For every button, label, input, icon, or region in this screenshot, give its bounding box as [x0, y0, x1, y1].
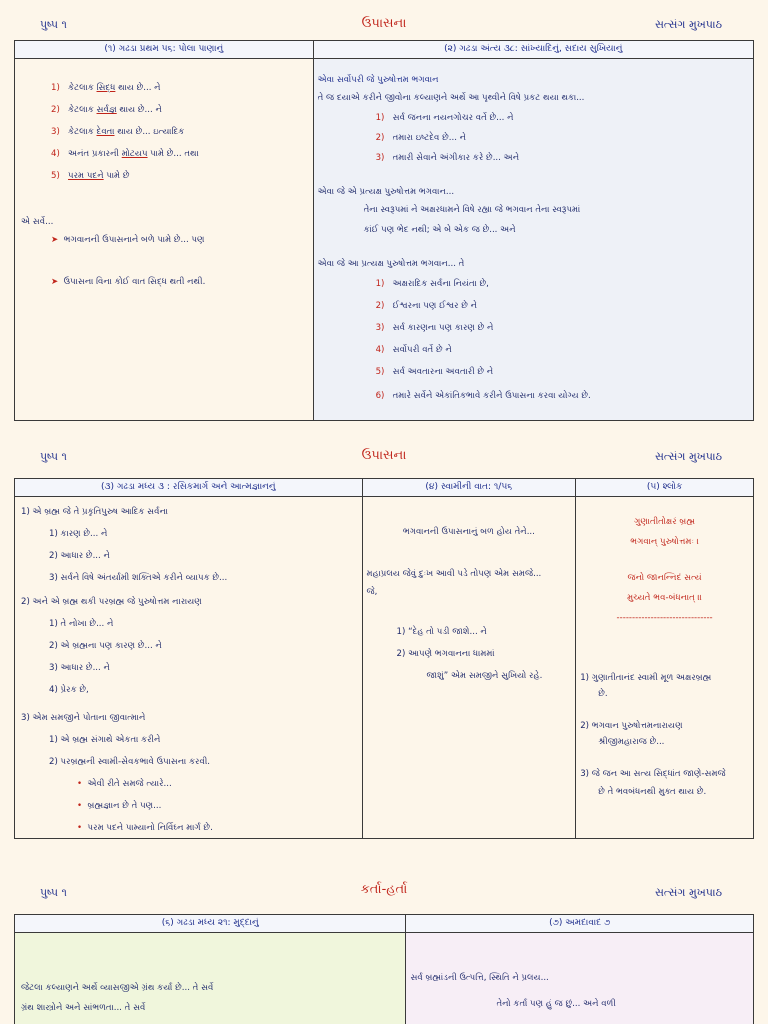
page2-col3-heading: (૫) શ્લોક — [576, 479, 754, 497]
p2c3-p2a: 2) ભગવાન પુરુષોત્તમનારાયણ — [580, 721, 683, 731]
page1-header — [0, 14, 768, 38]
p1c1-item-5: 5) પરમ પદને પામે છે — [51, 171, 130, 181]
p2c1-a2: 2) અને એ બ્રહ્મ થકી પરબ્રહ્મ જે પુરુષોત્તમ નારાયણ — [21, 597, 202, 607]
page2-table — [14, 478, 754, 839]
p1c2-list2-1: 1) અક્ષરાદિક સર્વના નિયંતા છે, — [375, 279, 489, 289]
p1c2-line-3: એવા જે એ પ્રત્યક્ષ પુરુષોત્તમ ભગવાન... — [317, 187, 455, 197]
p2c2-l6: જાશું” એમ સમજીને સુખિયો રહે. — [426, 671, 543, 681]
p1c2-list1-1: 1) સર્વ જનના નયનગોચર વર્તે છે... ને — [375, 113, 514, 123]
p2c3-p3a: 3) જે જન આ સત્ય સિદ્ધાંત જાણે-સમજે — [580, 769, 726, 779]
page2-col2 — [362, 497, 576, 839]
p1c1-item-1: 1) કેટલાક સિદ્ધ થાય છે... ને — [51, 83, 161, 93]
p2c2-l2: મહાપ્રલય જેવું દુઃખ આવી પડે તોપણ એમ સમજે... — [366, 569, 542, 579]
p1c2-list2-3: 3) સર્વ કારણના પણ કારણ છે ને — [375, 323, 494, 333]
p2c1-a2-sub3: 3) આધાર છે... ને — [49, 663, 110, 673]
p1c2-list2-5: 5) સર્વ અવતારના અવતારી છે ને — [375, 367, 494, 377]
p1c2-line-5: કાંઈ પણ ભેદ નથી; એ બે એક જ છે... અને — [363, 225, 516, 235]
p2c3-p1a: 1) ગુણાતીતાનંદ સ્વામી મૂળ અક્ષરબ્રહ્મ — [580, 673, 712, 683]
page3-col1-heading: (૬) ગઢડા મધ્ય ૨૧: મુદ્દાનું — [15, 915, 406, 933]
p2c1-a1-sub2: 2) આધાર છે... ને — [49, 551, 110, 561]
p2c1-a1-sub3: 3) સર્વને વિષે અંતર્યામી શક્તિએ કરીને વ્યાપક છે... — [49, 573, 228, 583]
page2-header-right: સત્સંગ મુખપાઠ — [655, 450, 722, 463]
page1-col1-heading: (૧) ગઢડા પ્રથમ ૫૬: પોલા પાણાનું — [15, 41, 314, 59]
p1c2-list2-2: 2) ઈશ્વરના પણ ઈશ્વર છે ને — [375, 301, 478, 311]
p2c3-p1b: છે. — [598, 689, 608, 699]
p1c2-list2-6: 6) તમારે સર્વેને એકાંતિકભાવે કરીને ઉપાસના કરવા યોગ્ય છે. — [375, 391, 591, 401]
p1c1-item-3: 3) કેટલાક દેવતા થાય છે... ઇત્યાદિક — [51, 127, 185, 137]
p2c1-bullet-3: • પરમ પદને પામ્યાનો નિર્વિઘ્ન માર્ગ છે. — [77, 823, 213, 833]
p3c1-l1: જેટલા કલ્યાણને અર્થે વ્યાસજીએ ગ્રંથ કર્યા છે... તે સર્વે — [21, 983, 214, 993]
p3c2-l2: તેનો કર્તા પણ હું જ છું... અને વળી — [496, 999, 616, 1009]
page2-header-left: પુષ્પ ૧ — [40, 450, 67, 463]
p2c3-s3: જનો જાનન્નિદં સત્યં — [627, 573, 702, 583]
p1c1-item-4: 4) અનંત પ્રકારની મોટયપ પામે છે... તથા — [51, 149, 199, 159]
p1c1-ae-sarve: એ સર્વે... — [21, 217, 54, 227]
p2c3-p3b: છે તે ભવબંધનથી મુક્ત થાય છે. — [598, 787, 707, 797]
p2c3-p2b: શ્રીજીમહારાજ છે... — [598, 737, 665, 747]
page3-col2 — [406, 933, 754, 1024]
p2c3-s2: ભગવાન્ પુરુષોત્તમઃ । — [630, 537, 699, 547]
p1c1-item-2: 2) કેટલાક સર્વજ્ઞ થાય છે... ને — [51, 105, 162, 115]
p2c2-l4: 1) “દેહ તો પડી જાશે... ને — [396, 627, 487, 637]
p1c2-line-2: તે જ દયાએ કરીને જીવોના કલ્યાણને અર્થે આ પૃથ્વીને વિષે પ્રકટ થયા થકા... — [317, 93, 585, 103]
p2c2-l3: જે, — [366, 587, 378, 597]
page1-header-right: સત્સંગ મુખપાઠ — [655, 18, 722, 31]
p2c1-a3-sub1: 1) એ બ્રહ્મ સંગાથે એકતા કરીને — [49, 735, 161, 745]
p1c2-line-6: એવા જે આ પ્રત્યક્ષ પુરુષોત્તમ ભગવાન... તે — [317, 259, 465, 269]
p1c2-line-4: તેના સ્વરૂપમાં ને અક્ષરધામને વિષે રહ્યા જે ભગવાન તેના સ્વરૂપમાં — [363, 205, 581, 215]
p2c1-a2-sub4: 4) પ્રેરક છે, — [49, 685, 89, 695]
page2-header — [0, 446, 768, 470]
page1-col2-heading: (૨) ગઢડા અંત્ય ૩૮: સાંખ્યાદિનું, સદાય સુખિયાનું — [313, 41, 753, 59]
p2c2-l5: 2) આપણે ભગવાનના ધામમાં — [396, 649, 495, 659]
p2c1-bullet-2: • બ્રહ્મજ્ઞાન છે તે પણ... — [77, 801, 162, 811]
p2c3-separator: ------------------------------- — [616, 613, 713, 623]
page1-header-title: ઉપાસના — [361, 16, 407, 31]
p2c1-a2-sub1: 1) તે નોખા છે... ને — [49, 619, 114, 629]
p2c1-a3: 3) એમ સમજીને પોતાના જીવાત્માને — [21, 713, 146, 723]
p1c2-list2-4: 4) સર્વોપરી વર્તે છે ને — [375, 345, 452, 355]
page2-header-title: ઉપાસના — [361, 448, 407, 463]
page1-header-left: પુષ્પ ૧ — [40, 18, 67, 31]
page3-col2-heading: (૭) અમદાવાદ ૭ — [406, 915, 754, 933]
p2c1-a3-sub2: 2) પરબ્રહ્મની સ્વામી-સેવકભાવે ઉપાસના કરવી. — [49, 757, 211, 767]
p1c1-bullet-2: ➤ ઉપાસના વિના કોઈ વાત સિદ્ધ થતી નથી. — [51, 277, 206, 287]
p2c1-a1: 1) એ બ્રહ્મ જે તે પ્રકૃતિપુરુષ આદિક સર્વના — [21, 507, 168, 517]
p2c3-s4: મુચ્યતે ભવ-બંધનાત્ ॥ — [627, 593, 703, 603]
p1c2-line-1: એવા સર્વોપરી જે પુરુષોત્તમ ભગવાન — [317, 75, 439, 85]
p2c1-a2-sub2: 2) એ બ્રહ્મના પણ કારણ છે... ને — [49, 641, 162, 651]
page1-table — [14, 40, 754, 421]
page1-col2 — [313, 59, 753, 421]
page3-header-title: કર્તા-હર્તા — [360, 882, 408, 897]
page2-col2-heading: (૪) સ્વામીની વાત: ૧/૫૬ — [362, 479, 576, 497]
page3-col1 — [15, 933, 406, 1024]
p1c2-list1-3: 3) તમારી સેવાને અંગીકાર કરે છે... અને — [375, 153, 520, 163]
p2c1-bullet-1: • એવી રીતે સમજે ત્યારે... — [77, 779, 172, 789]
page2-col3 — [576, 497, 754, 839]
page2-col1-heading: (૩) ગઢડા મધ્ય ૩ : રસિકમાર્ગ અને આત્મજ્ઞાનનું — [15, 479, 363, 497]
page3-header — [0, 880, 768, 904]
page3-header-right: સત્સંગ મુખપાઠ — [655, 886, 722, 899]
page2-col1 — [15, 497, 363, 839]
p1c1-bullet-1: ➤ ભગવાનની ઉપાસનાને બળે પામે છે... પણ — [51, 235, 205, 245]
p2c1-a1-sub1: 1) કારણ છે... ને — [49, 529, 108, 539]
page1-col1 — [15, 59, 314, 421]
page3-header-left: પુષ્પ ૧ — [40, 886, 67, 899]
p2c3-s1: ગુણાતીતોક્ષરં બ્રહ્મ — [634, 517, 696, 527]
p2c2-l1: ભગવાનની ઉપાસનાનું બળ હોય તેને... — [402, 527, 535, 537]
p3c1-l2: ગ્રંથ શાસ્ત્રોને અને સાંભળતા... તે સર્વે — [21, 1003, 146, 1013]
p3c2-l1: સર્વ બ્રહ્માંડની ઉત્પત્તિ, સ્થિતિ ને પ્રલય... — [410, 973, 549, 983]
page3-table — [14, 914, 754, 1024]
p1c2-list1-2: 2) તમારા ઇષ્ટદેવ છે... ને — [375, 133, 467, 143]
